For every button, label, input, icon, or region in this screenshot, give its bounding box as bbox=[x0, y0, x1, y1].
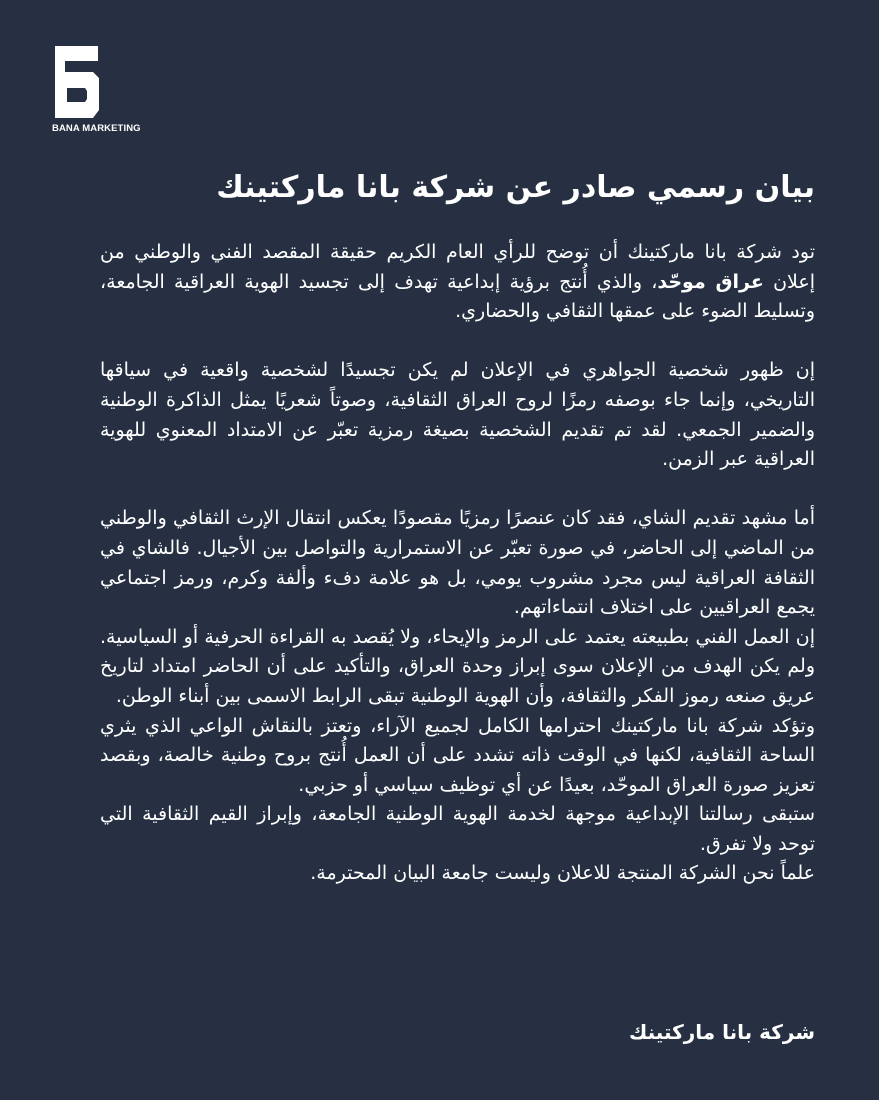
statement-paragraph: ستبقى رسالتنا الإبداعية موجهة لخدمة الهوية الوطنية الجامعة، وإبراز القيم الثقافية التي توحد ولا تفرق. bbox=[100, 803, 815, 855]
bana-logo-icon bbox=[53, 44, 101, 120]
brand-name: BANA MARKETING bbox=[52, 123, 141, 134]
brand-logo bbox=[52, 44, 141, 134]
statement-paragraph: علماً نحن الشركة المنتجة للاعلان وليست جامعة البيان المحترمة. bbox=[310, 862, 815, 885]
statement-paragraph: إن ظهور شخصية الجواهري في الإعلان لم يكن تجسيدًا لشخصية واقعية في سياقها التاريخي، وإنما جاء بوصفه رمزًا لروح العراق الثقافية، وصوتاً شعريًا يمثل الذاكرة الوطنية والضمير الجمعي. لقد تم تقديم الشخصية بصيغة رمزية تعبّر عن الامتداد المعنوي للهوية العراقية عبر الزمن. bbox=[100, 359, 815, 471]
statement-paragraph: تود شركة بانا ماركتينك أن توضح للرأي العام الكريم حقيقة المقصد الفني والوطني من إعلان عراق موحّد، والذي أُنتج برؤية إبداعية تهدف إلى تجسيد الهوية العراقية الجامعة، وتسليط الضوء على عمقها الثقافي والحضاري. bbox=[100, 241, 816, 323]
statement-paragraph: وتؤكد شركة بانا ماركتينك احترامها الكامل لجميع الآراء، وتعتز بالنقاش الواعي الذي يثري الساحة الثقافية، لكنها في الوقت ذاته تشدد على أن العمل أُنتج بروح وطنية خالصة، وبقصد تعزيز صورة العراق الموحّد، بعيدًا عن أي توظيف سياسي أو حزبي. bbox=[100, 714, 815, 796]
statement-signature: شركة بانا ماركتينك bbox=[629, 1020, 815, 1044]
statement-paragraph: إن العمل الفني بطبيعته يعتمد على الرمز والإيحاء، ولا يُقصد به القراءة الحرفية أو السياسية. ولم يكن الهدف من الإعلان سوى إبراز وحدة العراق، والتأكيد على أن الحاضر امتداد لتاريخ عريق صنعه رموز الفكر والثقافة، وأن الهوية الوطنية تبقى الرابط الاسمى بين أبناء الوطن. bbox=[100, 625, 815, 707]
campaign-name: عراق موحّد bbox=[657, 270, 764, 293]
statement-body bbox=[100, 238, 815, 889]
statement-paragraph: أما مشهد تقديم الشاي، فقد كان عنصرًا رمزيًا مقصودًا يعكس انتقال الإرث الثقافي والوطني من الماضي إلى الحاضر، في صورة تعبّر عن الاستمرارية والتواصل بين الأجيال. فالشاي في الثقافة العراقية ليس مجرد مشروب يومي، بل هو علامة دفء وألفة وكرم، ورمز اجتماعي يجمع العراقيين على اختلاف انتماءاتهم. bbox=[100, 507, 815, 619]
statement-title: بيان رسمي صادر عن شركة بانا ماركتينك bbox=[216, 170, 815, 205]
